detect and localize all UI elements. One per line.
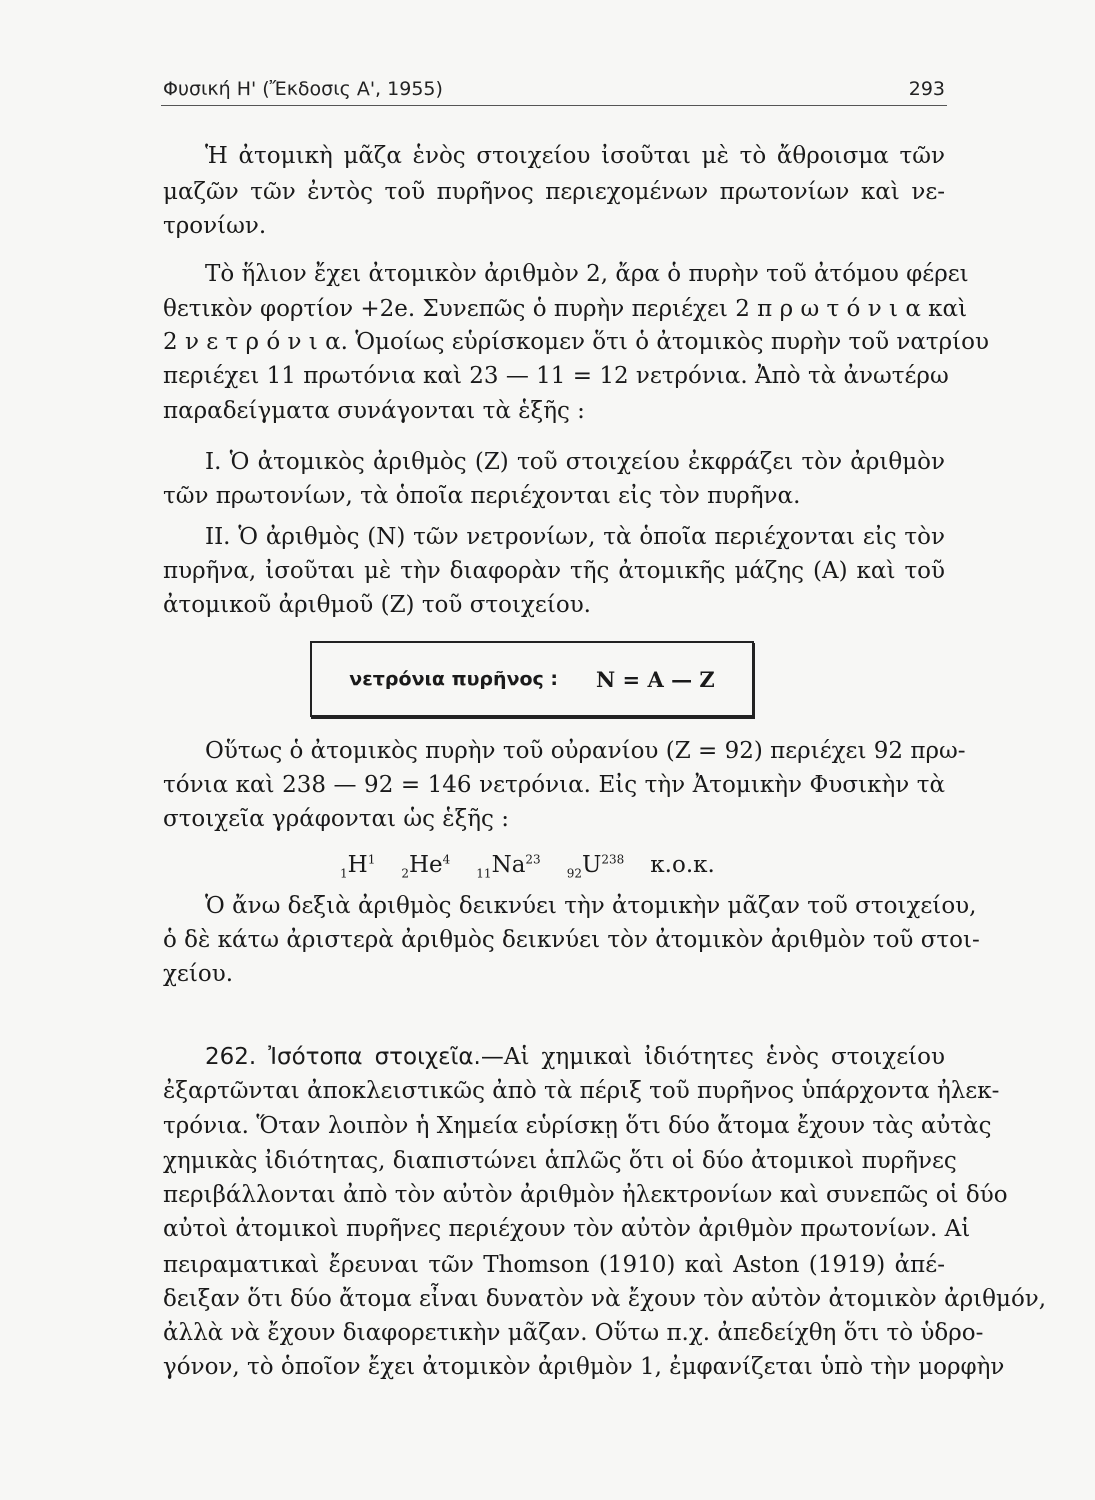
text-line: ἐξαρτῶνται ἀποκλειστικῶς ἀπὸ τὰ πέριξ τοῦ πυρῆνος ὑπάρχοντα ἠλεκ-	[163, 1078, 1000, 1104]
text-line: ἀλλὰ νὰ ἔχουν διαφορετικὴν μᾶζαν. Οὕτω π.χ. ἀπεδείχθη ὅτι τὸ ὑδρο-	[163, 1320, 984, 1346]
text-line: ὁ δὲ κάτω ἀριστερὰ ἀριθμὸς δεικνύει τὸν ἀτομικὸν ἀριθμὸν τοῦ στοι-	[163, 927, 980, 953]
nuclide-sup: 23	[525, 852, 541, 867]
section-title: Ἰσότοπα στοιχεῖα.—	[268, 1044, 504, 1070]
nuclide-sub: 1	[340, 866, 348, 881]
text-line: γόνον, τὸ ὁποῖον ἔχει ἀτομικὸν ἀριθμὸν 1, ἐμφανίζεται ὑπὸ τὴν μορφὴν	[163, 1354, 1005, 1380]
text-line: θετικὸν φορτίον +2e. Συνεπῶς ὁ πυρὴν περιέχει 2 π ρ ω τ ό ν ι α καὶ	[163, 296, 968, 322]
nuclide-sub: 92	[566, 866, 582, 881]
text-line: II. Ὁ ἀριθμὸς (N) τῶν νετρονίων, τὰ ὁποῖα περιέχονται εἰς τὸν	[205, 524, 945, 550]
text-line: ἀτομικοῦ ἀριθμοῦ (Z) τοῦ στοιχείου.	[163, 592, 591, 618]
nuclide-symbol	[340, 852, 375, 881]
text-line: πυρῆνα, ἰσοῦται μὲ τὴν διαφορὰν τῆς ἀτομικῆς μάζης (A) καὶ τοῦ	[163, 558, 945, 584]
header-rule	[161, 105, 947, 106]
nuclide-symbol	[401, 852, 450, 881]
text-line: Οὕτως ὁ ἀτομικὸς πυρὴν τοῦ οὐρανίου (Z = 92) περιέχει 92 πρω-	[205, 738, 966, 764]
nuclide-sub: 11	[476, 866, 492, 881]
formula-box	[310, 641, 754, 717]
text-line: 2 ν ε τ ρ ό ν ι α. Ὁμοίως εὑρίσκομεν ὅτι ὁ ἀτομικὸς πυρὴν τοῦ νατρίου	[163, 329, 990, 355]
text-line: χείου.	[163, 961, 234, 987]
text-line: μαζῶν τῶν ἐντὸς τοῦ πυρῆνος περιεχομένων πρωτονίων καὶ νε-	[163, 179, 945, 205]
text-line: Ὁ ἄνω δεξιὰ ἀριθμὸς δεικνύει τὴν ἀτομικὴν μᾶζαν τοῦ στοιχείου,	[205, 893, 977, 919]
text-line: παραδείγματα συνάγονται τὰ ἑξῆς :	[163, 398, 585, 424]
nuclide-sub: 2	[401, 866, 409, 881]
formula-suffix: κ.ο.κ.	[650, 852, 715, 878]
nuclide-sup: 1	[367, 852, 376, 867]
text-line: χημικὰς ἰδιότητας, διαπιστώνει ἁπλῶς ὅτι οἱ δύο ἀτομικοὶ πυρῆνες	[163, 1148, 957, 1174]
section-number: 262.	[205, 1044, 257, 1070]
text-line: Τὸ ἥλιον ἔχει ἀτομικὸν ἀριθμὸν 2, ἄρα ὁ πυρὴν τοῦ ἀτόμου φέρει	[205, 261, 969, 287]
nuclide-notation	[340, 852, 715, 881]
text-line: τῶν πρωτονίων, τὰ ὁποῖα περιέχονται εἰς τὸν πυρῆνα.	[163, 483, 801, 509]
text-line: Ἡ ἀτομικὴ μᾶζα ἑνὸς στοιχείου ἰσοῦται μὲ τὸ ἄθροισμα τῶν	[205, 143, 945, 169]
formula-box-equation: N = A — Z	[596, 666, 715, 692]
nuclide-symbol	[567, 852, 625, 881]
text-line: τόνια καὶ 238 — 92 = 146 νετρόνια. Εἰς τὴν Ἀτομικὴν Φυσικὴν τὰ	[163, 772, 945, 798]
text-line: αὐτοὶ ἀτομικοὶ πυρῆνες περιέχουν τὸν αὐτὸν ἀριθμὸν πρωτονίων. Αἱ	[163, 1216, 971, 1242]
nuclide-sup: 4	[442, 852, 451, 867]
text-line: δειξαν ὅτι δύο ἄτομα εἶναι δυνατὸν νὰ ἔχουν τὸν αὐτὸν ἀτομικὸν ἀριθμόν,	[163, 1286, 1047, 1312]
text-line	[205, 1042, 945, 1072]
running-title: Φυσική Η' (Ἔκδοσις Α', 1955)	[163, 78, 443, 100]
nuclide-sym: He	[408, 852, 443, 878]
nuclide-sym: H	[347, 852, 368, 878]
nuclide-symbol	[476, 852, 540, 881]
text-line: περιέχει 11 πρωτόνια καὶ 23 — 11 = 12 νετρόνια. Ἀπὸ τὰ ἀνωτέρω	[163, 363, 949, 389]
text-line: περιβάλλονται ἀπὸ τὸν αὐτὸν ἀριθμὸν ἠλεκτρονίων καὶ συνεπῶς οἱ δύο	[163, 1182, 1008, 1208]
page-number: 293	[908, 78, 945, 100]
text-line: πειραματικαὶ ἔρευναι τῶν Thomson (1910) καὶ Aston (1919) ἀπέ-	[163, 1252, 945, 1278]
formula-box-label: νετρόνια πυρῆνος :	[349, 668, 559, 690]
nuclide-sym: Na	[491, 852, 526, 878]
nuclide-sym: U	[581, 852, 602, 878]
text-line: I. Ὁ ἀτομικὸς ἀριθμὸς (Z) τοῦ στοιχείου ἐκφράζει τὸν ἀριθμὸν	[205, 449, 945, 475]
nuclide-sup: 238	[601, 852, 625, 867]
section-text: Αἱ χημικαὶ ἰδιότητες ἑνὸς στοιχείου	[503, 1044, 945, 1070]
text-line: τρόνια. Ὅταν λοιπὸν ἡ Χημεία εὑρίσκῃ ὅτι δύο ἄτομα ἔχουν τὰς αὐτὰς	[163, 1113, 992, 1139]
text-line: τρονίων.	[163, 213, 267, 239]
text-line: στοιχεῖα γράφονται ὡς ἑξῆς :	[163, 806, 509, 832]
